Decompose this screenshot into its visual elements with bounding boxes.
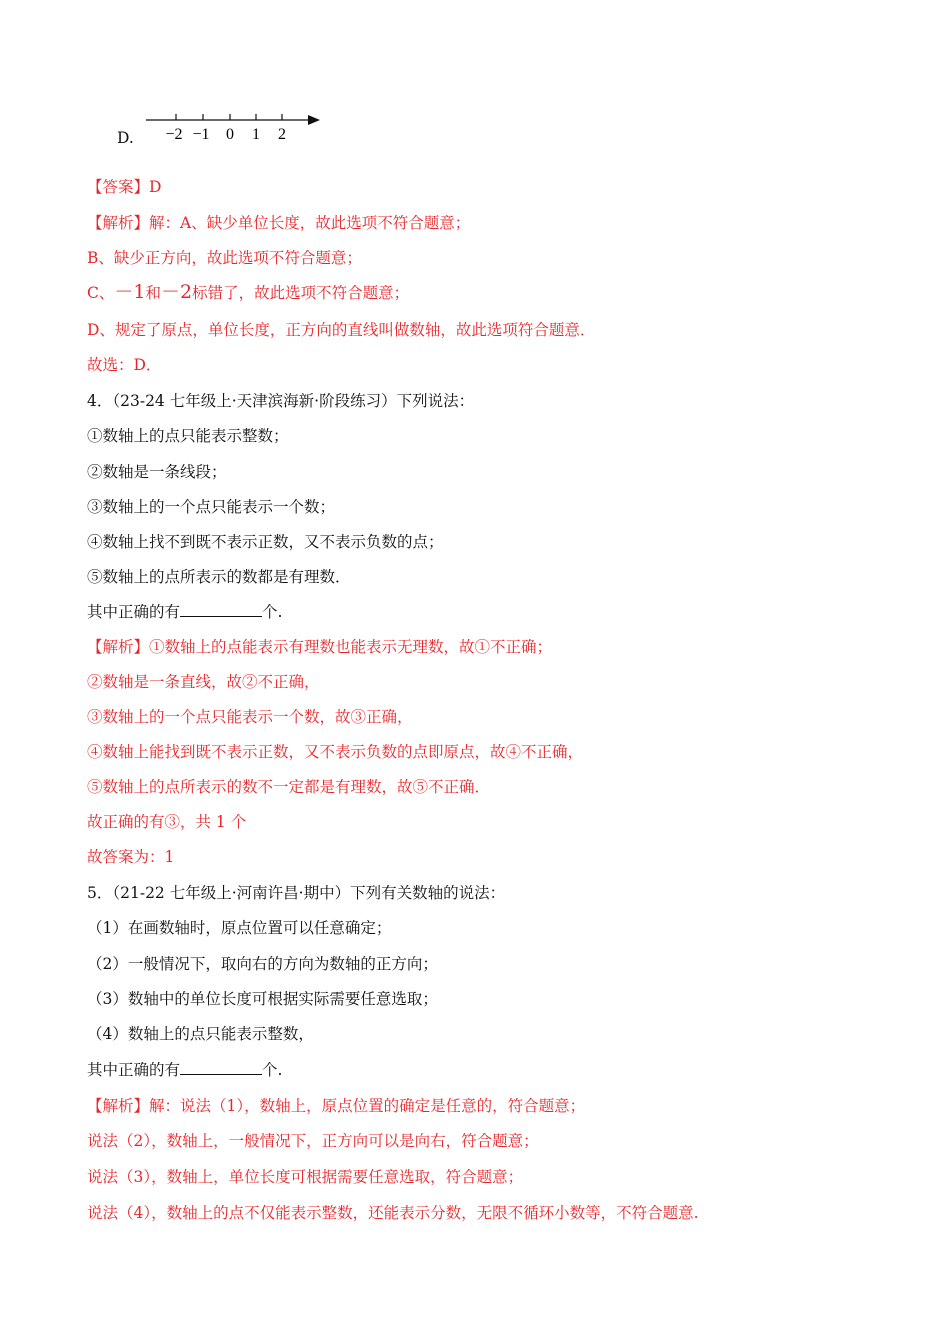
q4-analysis-line: ③数轴上的一个点只能表示一个数，故③正确， [87,708,413,726]
q4-analysis-line: 故正确的有③，共 1 个 [87,813,247,831]
q5-analysis-line: 说法（2），数轴上，一般情况下，正方向可以是向右，符合题意； [87,1132,539,1150]
question-5-heading: 5．（21-22 七年级上·河南许昌·期中）下列有关数轴的说法： [87,884,506,902]
question-4-heading: 4．（23-24 七年级上·天津滨海新·阶段练习）下列说法： [87,392,475,410]
q5-item: （4）数轴上的点只能表示整数， [87,1025,314,1043]
q4-analysis-line: ④数轴上能找到既不表示正数，又不表示负数的点即原点，故④不正确， [87,743,584,761]
answer-blank[interactable] [180,602,262,617]
conclusion-text: 其中正确的有 [87,1061,181,1079]
option-d-label: D. [117,129,134,147]
q5-item: （2）一般情况下，取向右的方向为数轴的正方向； [87,955,438,973]
number-line-figure [140,104,330,144]
tick-label: 2 [278,126,286,143]
tick-label: 1 [252,126,260,143]
analysis-line: D、规定了原点，单位长度，正方向的直线叫做数轴，故此选项符合题意． [87,321,596,339]
analysis-tag: 【解析】 [87,214,150,232]
answer-line [87,177,161,197]
conclusion-text: 其中正确的有 [87,603,181,621]
answer-blank[interactable] [180,1060,262,1075]
math-number: －1 [114,281,146,303]
tick-label: 0 [226,126,234,143]
answer-value: D [149,178,162,196]
analysis-text: C、 [87,284,115,302]
answer-tag: 【答案】 [87,178,150,196]
q5-item: （1）在画数轴时，原点位置可以任意确定； [87,919,392,937]
q5-item: （3）数轴中的单位长度可根据实际需要任意选取； [87,990,438,1008]
analysis-text: 解：A、缺少单位长度，故此选项不符合题意； [149,214,471,232]
analysis-text: 解：说法（1），数轴上，原点位置的确定是任意的，符合题意； [149,1097,586,1115]
q5-conclusion [87,1060,282,1080]
q4-analysis-line: ②数轴是一条直线，故②不正确， [87,673,320,691]
q4-item: ②数轴是一条线段； [87,463,227,481]
q4-item: ④数轴上找不到既不表示正数，又不表示负数的点； [87,533,444,551]
conclusion-text: 个. [262,603,283,621]
q4-answer-line: 故答案为：1 [87,848,175,866]
analysis-tag: 【解析】 [87,1097,150,1115]
q5-analysis-line: 说法（4），数轴上的点不仅能表示整数，还能表示分数，无限不循环小数等，不符合题意. [87,1204,699,1222]
q4-item: ③数轴上的一个点只能表示一个数； [87,498,336,516]
analysis-tag: 【解析】 [87,638,150,656]
analysis-text: 和 [145,284,161,302]
q4-item: ⑤数轴上的点所表示的数都是有理数． [87,568,351,586]
q5-analysis-line [87,1096,585,1116]
conclusion-text: 个. [262,1061,283,1079]
analysis-line [87,213,470,233]
q4-analysis-line: ⑤数轴上的点所表示的数不一定都是有理数，故⑤不正确． [87,778,491,796]
analysis-line: B、缺少正方向，故此选项不符合题意； [87,249,362,267]
q5-analysis-line: 说法（3），数轴上，单位长度可根据需要任意选取，符合题意； [87,1168,524,1186]
analysis-text: 标错了，故此选项不符合题意； [192,284,410,302]
analysis-line [87,282,409,303]
q4-analysis-line [87,637,552,657]
number-line-arrow [308,115,320,125]
q4-conclusion [87,602,282,622]
choose-line: 故选：D． [87,356,162,374]
analysis-text: ①数轴上的点能表示有理数也能表示无理数，故①不正确； [149,638,553,656]
q4-item: ①数轴上的点只能表示整数； [87,427,289,445]
math-number: －2 [160,281,193,303]
tick-label: −1 [192,126,210,143]
tick-label: −2 [165,126,183,143]
